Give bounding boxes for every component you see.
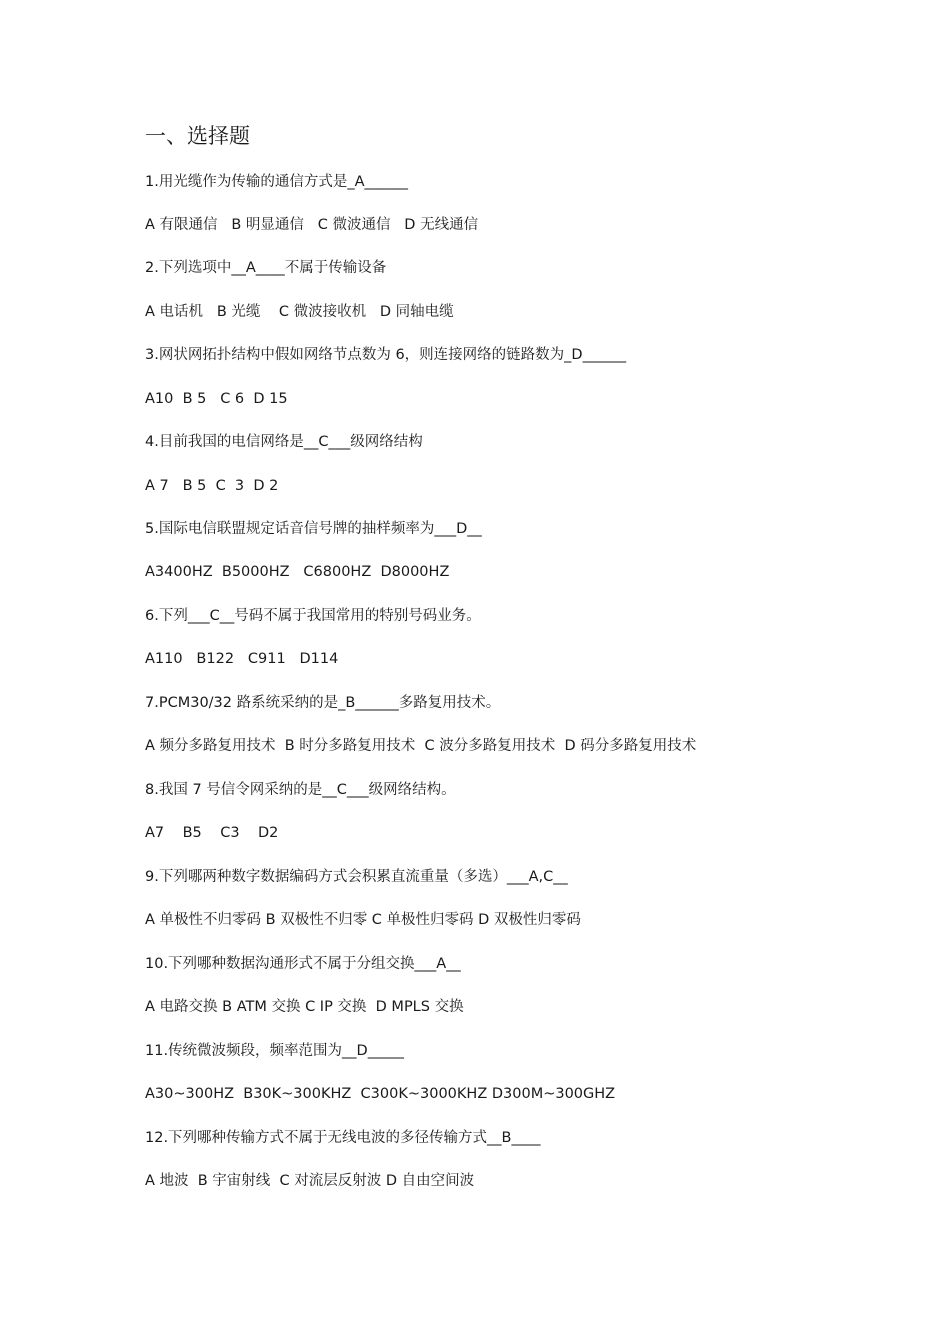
question-11: 11.传统微波频段，频率范围为__D_____ [145,1043,404,1059]
question-7-options: A 频分多路复用技术 B 时分多路复用技术 C 波分多路复用技术 D 码分多路复用技术 [145,738,697,754]
question-7: 7.PCM30/32 路系统采纳的是_B______多路复用技术。 [145,695,501,711]
question-9: 9.下列哪两种数字数据编码方式会积累直流重量（多选）___A,C__ [145,869,568,885]
question-6-options: A110 B122 C911 D114 [145,651,339,667]
question-4: 4.目前我国的电信网络是__C___级网络结构 [145,434,423,450]
question-6: 6.下列___C__号码不属于我国常用的特别号码业务。 [145,608,481,624]
question-8: 8.我国 7 号信令网采纳的是__C___级网络结构。 [145,782,456,798]
question-10-options: A 电路交换 B ATM 交换 C IP 交换 D MPLS 交换 [145,999,464,1015]
question-10: 10.下列哪种数据沟通形式不属于分组交换___A__ [145,956,461,972]
question-9-options: A 单极性不归零码 B 双极性不归零 C 单极性归零码 D 双极性归零码 [145,912,581,928]
question-1: 1.用光缆作为传输的通信方式是_A______ [145,174,409,190]
question-3-options: A10 B 5 C 6 D 15 [145,391,288,407]
question-12: 12.下列哪种传输方式不属于无线电波的多径传输方式__B____ [145,1130,541,1146]
question-5-options: A3400HZ B5000HZ C6800HZ D8000HZ [145,564,450,580]
question-8-options: A7 B5 C3 D2 [145,825,279,841]
question-12-options: A 地波 B 宇宙射线 C 对流层反射波 D 自由空间波 [145,1173,475,1189]
question-3: 3.网状网拓扑结构中假如网络节点数为 6，则连接网络的链路数为_D______ [145,347,627,363]
question-2-options: A 电话机 B 光缆 C 微波接收机 D 同轴电缆 [145,304,454,320]
question-2: 2.下列选项中__A____不属于传输设备 [145,260,387,276]
question-11-options: A30~300HZ B30K~300KHZ C300K~3000KHZ D300M~300GHZ [145,1086,616,1102]
question-5: 5.国际电信联盟规定话音信号牌的抽样频率为___D__ [145,521,482,537]
question-4-options: A 7 B 5 C 3 D 2 [145,478,279,494]
section-title: 一、选择题 [145,124,250,148]
question-1-options: A 有限通信 B 明显通信 C 微波通信 D 无线通信 [145,217,479,233]
